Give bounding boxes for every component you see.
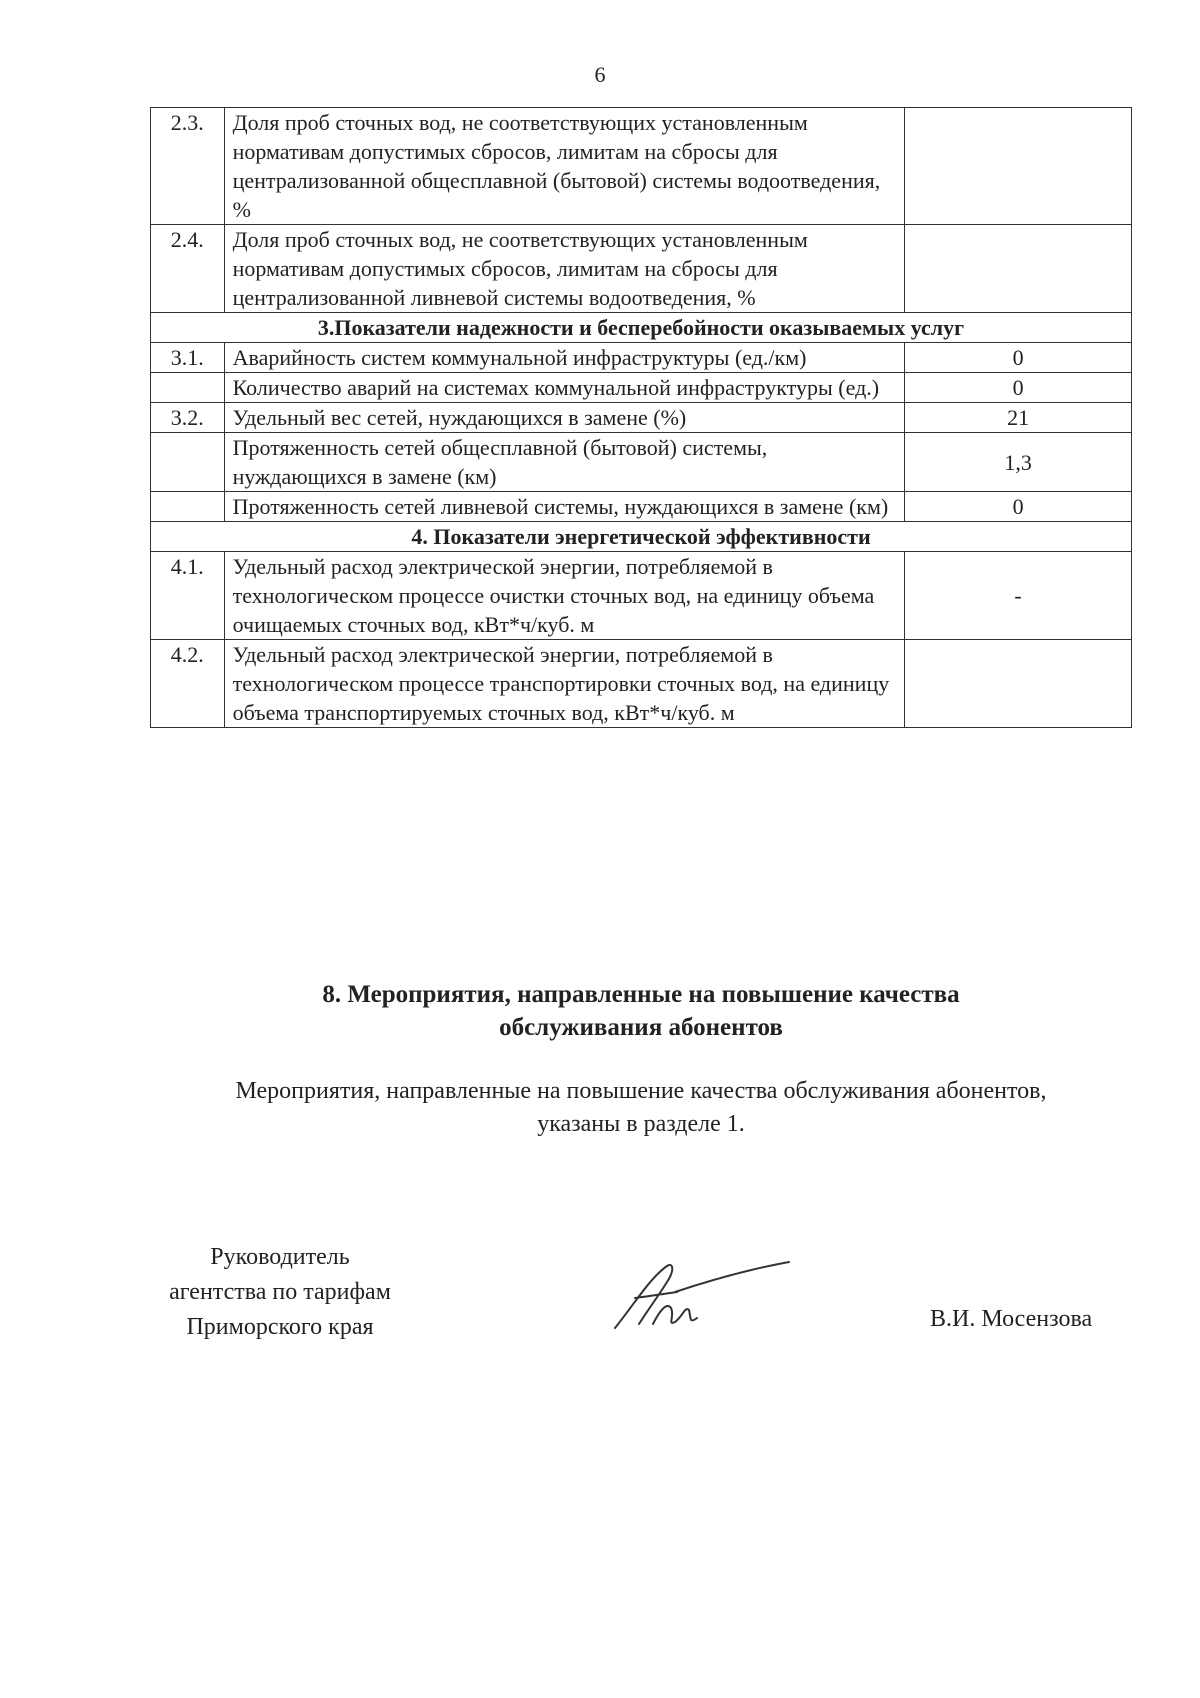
row-number: 3.1. bbox=[151, 343, 225, 373]
section-8-text bbox=[150, 1075, 1132, 1141]
signer-title-line2: агентства по тарифам bbox=[169, 1279, 391, 1305]
row-number bbox=[151, 492, 225, 522]
row-indicator: Протяженность сетей ливневой системы, нуждающихся в замене (км) bbox=[224, 492, 905, 522]
row-indicator: Доля проб сточных вод, не соответствующих установленным нормативам допустимых сбросов, лимитам на сбросы для централизованной общесплавной (бытовой) системы водоотведения, % bbox=[224, 108, 905, 225]
table-row bbox=[151, 373, 1132, 403]
row-number: 4.1. bbox=[151, 552, 225, 640]
row-value: 0 bbox=[905, 343, 1132, 373]
row-value: 21 bbox=[905, 403, 1132, 433]
table-row bbox=[151, 225, 1132, 313]
indicators-table bbox=[150, 107, 1132, 728]
row-value: 1,3 bbox=[905, 433, 1132, 492]
row-value: 0 bbox=[905, 492, 1132, 522]
row-indicator: Протяженность сетей общесплавной (бытовой) системы, нуждающихся в замене (км) bbox=[224, 433, 905, 492]
row-value bbox=[905, 108, 1132, 225]
row-number: 3.2. bbox=[151, 403, 225, 433]
section-8-text-line2: указаны в разделе 1. bbox=[537, 1111, 745, 1137]
section-8-heading bbox=[150, 978, 1132, 1044]
section-8-text-line1: Мероприятия, направленные на повышение качества обслуживания абонентов, bbox=[235, 1078, 1047, 1104]
section-8-heading-line2: обслуживания абонентов bbox=[499, 1014, 783, 1041]
table-row bbox=[151, 492, 1132, 522]
row-number: 2.3. bbox=[151, 108, 225, 225]
row-indicator: Количество аварий на системах коммунальной инфраструктуры (ед.) bbox=[224, 373, 905, 403]
section-row bbox=[151, 313, 1132, 343]
table-row bbox=[151, 433, 1132, 492]
table-row bbox=[151, 552, 1132, 640]
signer-title bbox=[130, 1240, 430, 1345]
row-value bbox=[905, 640, 1132, 728]
row-indicator: Доля проб сточных вод, не соответствующих установленным нормативам допустимых сбросов, лимитам на сбросы для централизованной ливневой системы водоотведения, % bbox=[224, 225, 905, 313]
row-value bbox=[905, 225, 1132, 313]
row-number bbox=[151, 433, 225, 492]
section-row bbox=[151, 522, 1132, 552]
row-number: 4.2. bbox=[151, 640, 225, 728]
signer-name: В.И. Мосензова bbox=[930, 1306, 1093, 1332]
handwritten-signature bbox=[605, 1258, 795, 1338]
row-value: 0 bbox=[905, 373, 1132, 403]
row-indicator: Аварийность систем коммунальной инфраструктуры (ед./км) bbox=[224, 343, 905, 373]
table-row bbox=[151, 343, 1132, 373]
row-indicator: Удельный расход электрической энергии, потребляемой в технологическом процессе очистки сточных вод, на единицу объема очищаемых сточных вод, кВт*ч/куб. м bbox=[224, 552, 905, 640]
row-indicator: Удельный вес сетей, нуждающихся в замене (%) bbox=[224, 403, 905, 433]
signer-title-line3: Приморского края bbox=[186, 1314, 374, 1340]
row-number: 2.4. bbox=[151, 225, 225, 313]
row-value: - bbox=[905, 552, 1132, 640]
signer-title-line1: Руководитель bbox=[210, 1244, 350, 1270]
table-row bbox=[151, 108, 1132, 225]
row-number bbox=[151, 373, 225, 403]
section-title: 3.Показатели надежности и бесперебойности оказываемых услуг bbox=[151, 313, 1132, 343]
table-row bbox=[151, 640, 1132, 728]
table-row bbox=[151, 403, 1132, 433]
row-indicator: Удельный расход электрической энергии, потребляемой в технологическом процессе транспортировки сточных вод, на единицу объема транспортируемых сточных вод, кВт*ч/куб. м bbox=[224, 640, 905, 728]
page-number: 6 bbox=[594, 62, 606, 87]
section-title: 4. Показатели энергетической эффективности bbox=[151, 522, 1132, 552]
section-8-heading-line1: 8. Мероприятия, направленные на повышение качества bbox=[322, 981, 960, 1008]
